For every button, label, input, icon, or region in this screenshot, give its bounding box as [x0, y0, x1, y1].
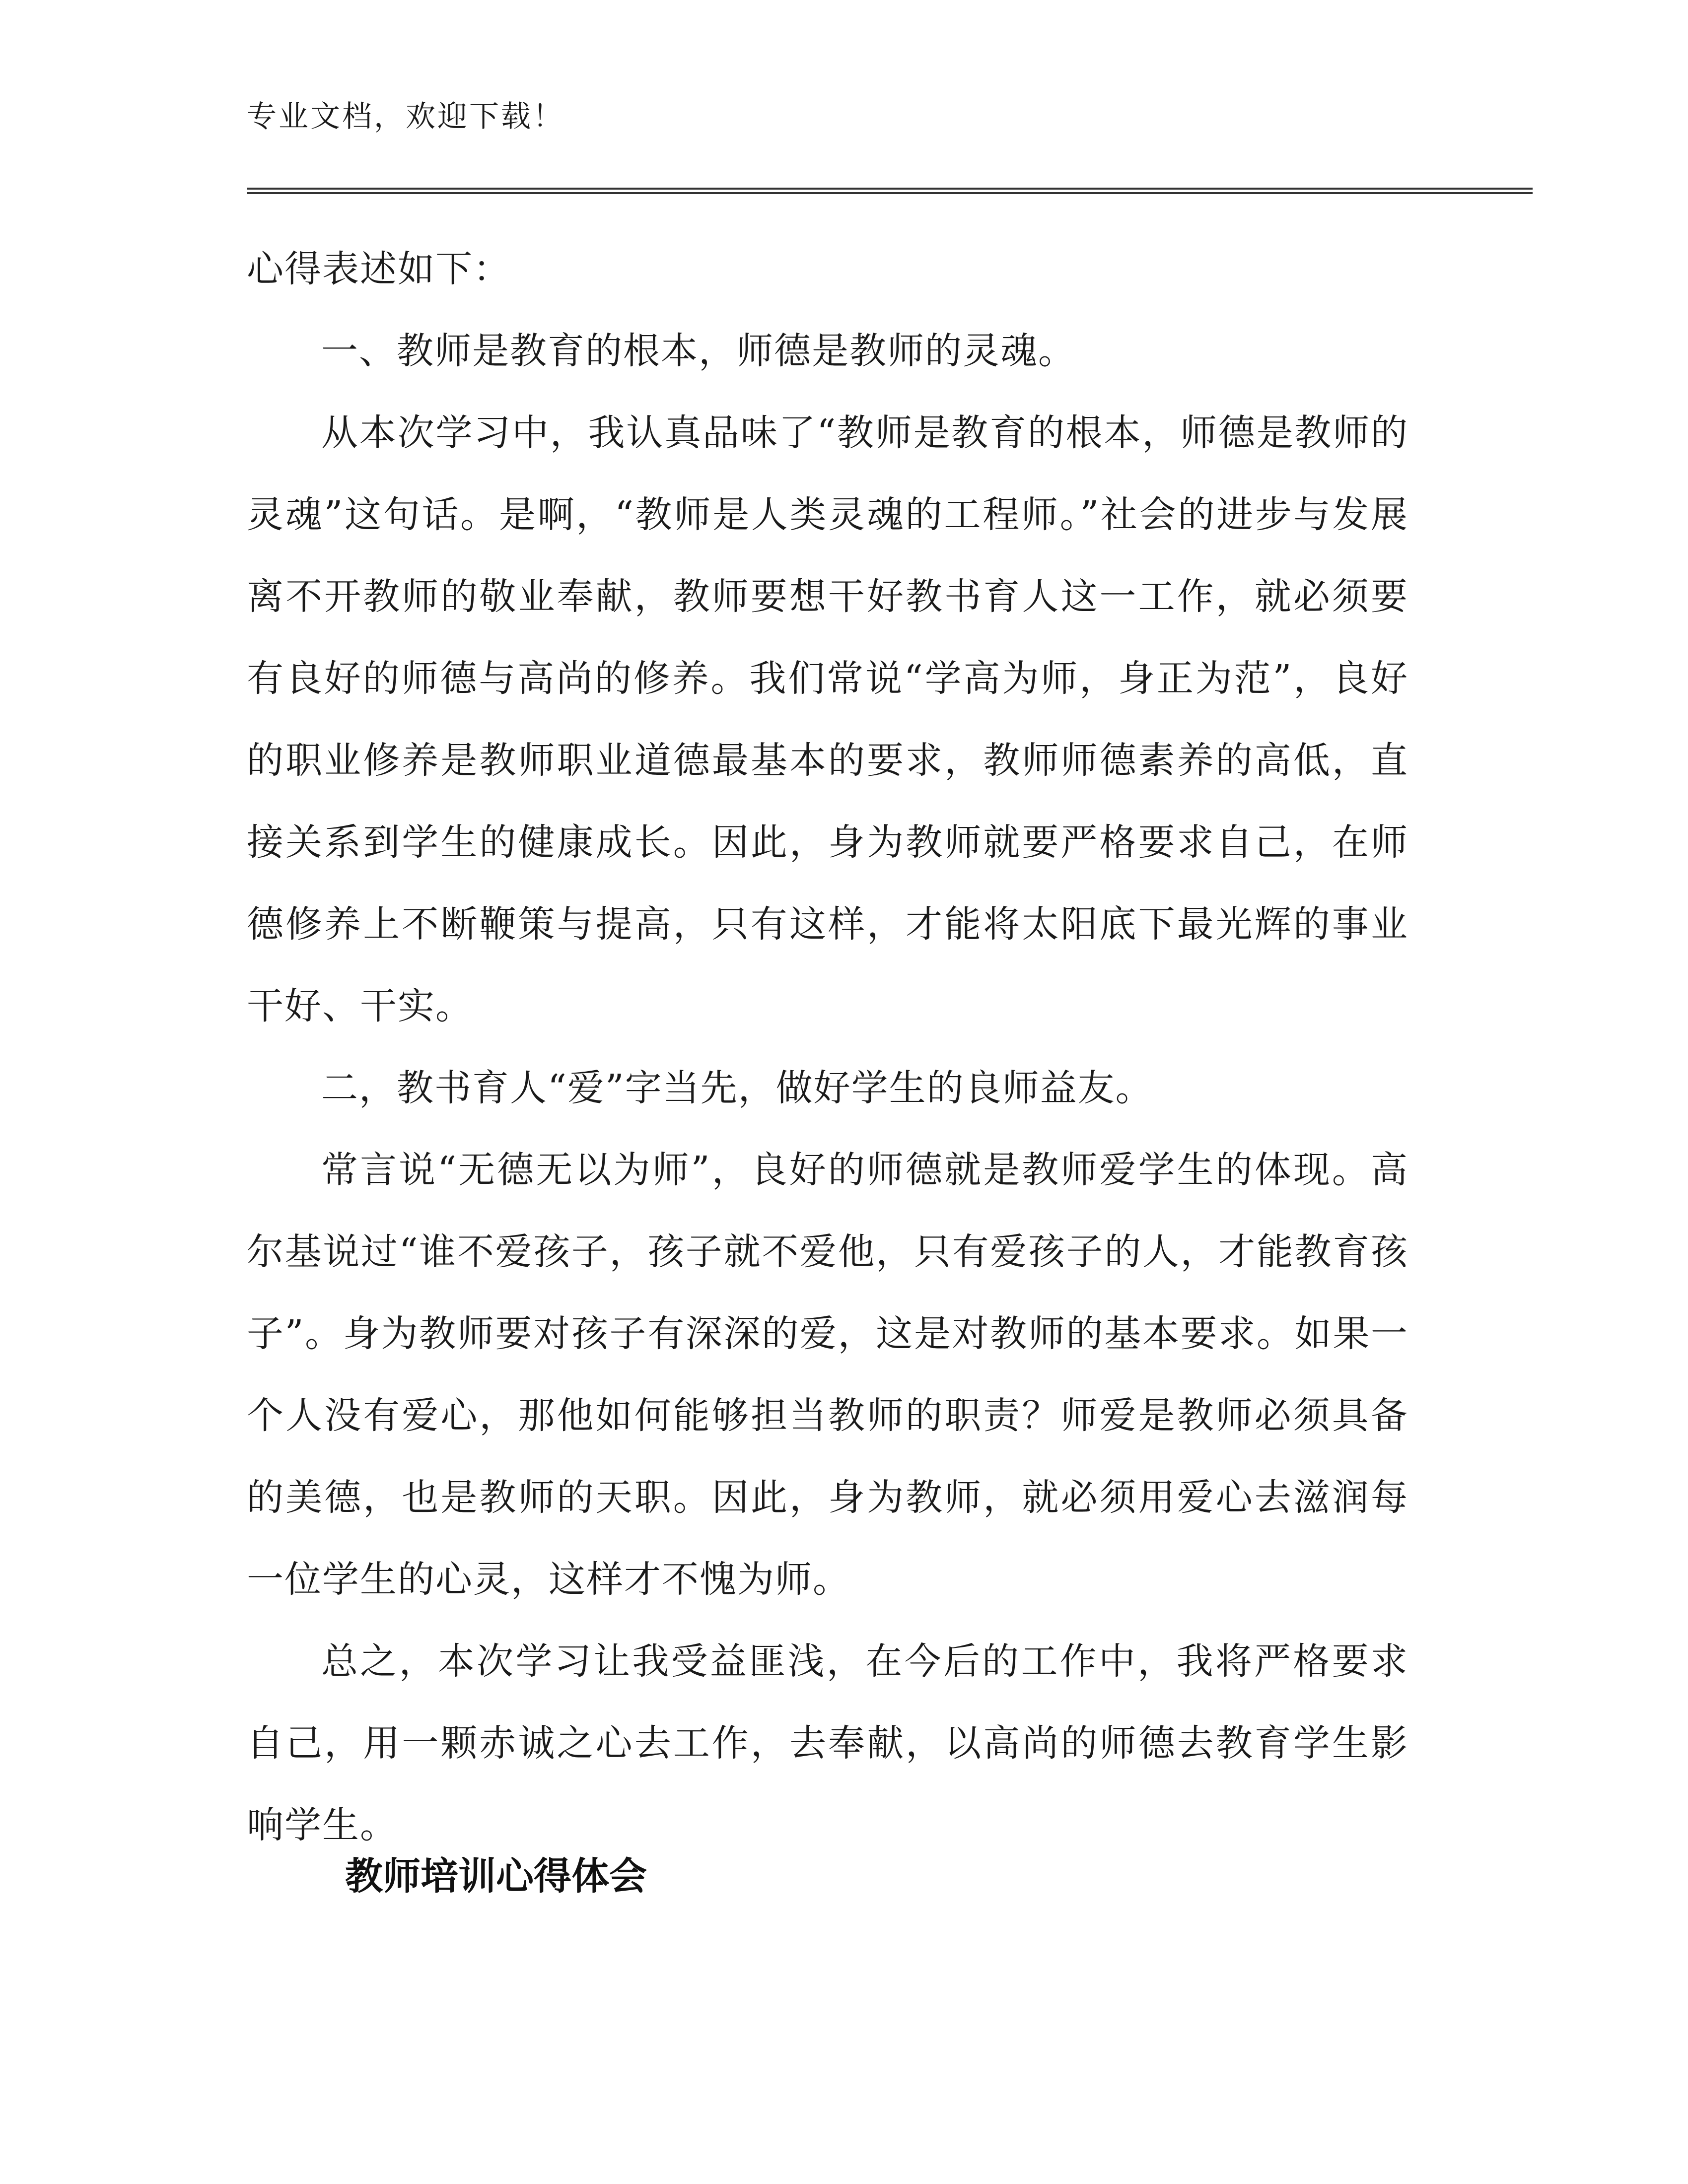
page-header: 专业文档，欢迎下载！: [247, 99, 564, 134]
next-section-title: 教师培训心得体会: [345, 1854, 647, 1898]
header-divider: [247, 188, 1533, 195]
document-body: [247, 228, 1408, 1866]
intro-line: 心得表述如下：: [247, 248, 511, 290]
header-divider-line-bottom: [247, 192, 1533, 194]
paragraph-2: 常言说“无德无以为师”，良好的师德就是教师爱学生的体现。高尔基说过“谁不爱孩子，孩子就不爱他，只有爱孩子的人，才能教育孩子”。身为教师要对孩子有深深的爱，这是对教师的基本要求。如果一个人没有爱心，那他如何能够担当教师的职责？师爱是教师必须具备的美德，也是教师的天职。因此，身为教师，就必须用爱心去滋润每一位学生的心灵，这样才不愧为师。: [247, 1149, 1408, 1601]
header-divider-line-top: [247, 188, 1533, 190]
paragraph-1: 从本次学习中，我认真品味了“教师是教育的根本，师德是教师的灵魂”这句话。是啊，“教师是人类灵魂的工程师。”社会的进步与发展离不开教师的敬业奉献，教师要想干好教书育人这一工作，就必须要有良好的师德与高尚的修养。我们常说“学高为师，身正为范”，良好的职业修养是教师职业道德最基本的要求，教师师德素养的高低，直接关系到学生的健康成长。因此，身为教师就要严格要求自己，在师德修养上不断鞭策与提高，只有这样，才能将太阳底下最光辉的事业干好、干实。: [247, 411, 1408, 1027]
section-heading-2: 二，教书育人“爱”字当先，做好学生的良师益友。: [321, 1067, 1153, 1109]
paragraph-3: 总之，本次学习让我受益匪浅，在今后的工作中，我将严格要求自己，用一颗赤诚之心去工作，去奉献，以高尚的师德去教育学生影响学生。: [247, 1640, 1408, 1846]
section-heading-1: 一、教师是教育的根本，师德是教师的灵魂。: [321, 330, 1076, 372]
